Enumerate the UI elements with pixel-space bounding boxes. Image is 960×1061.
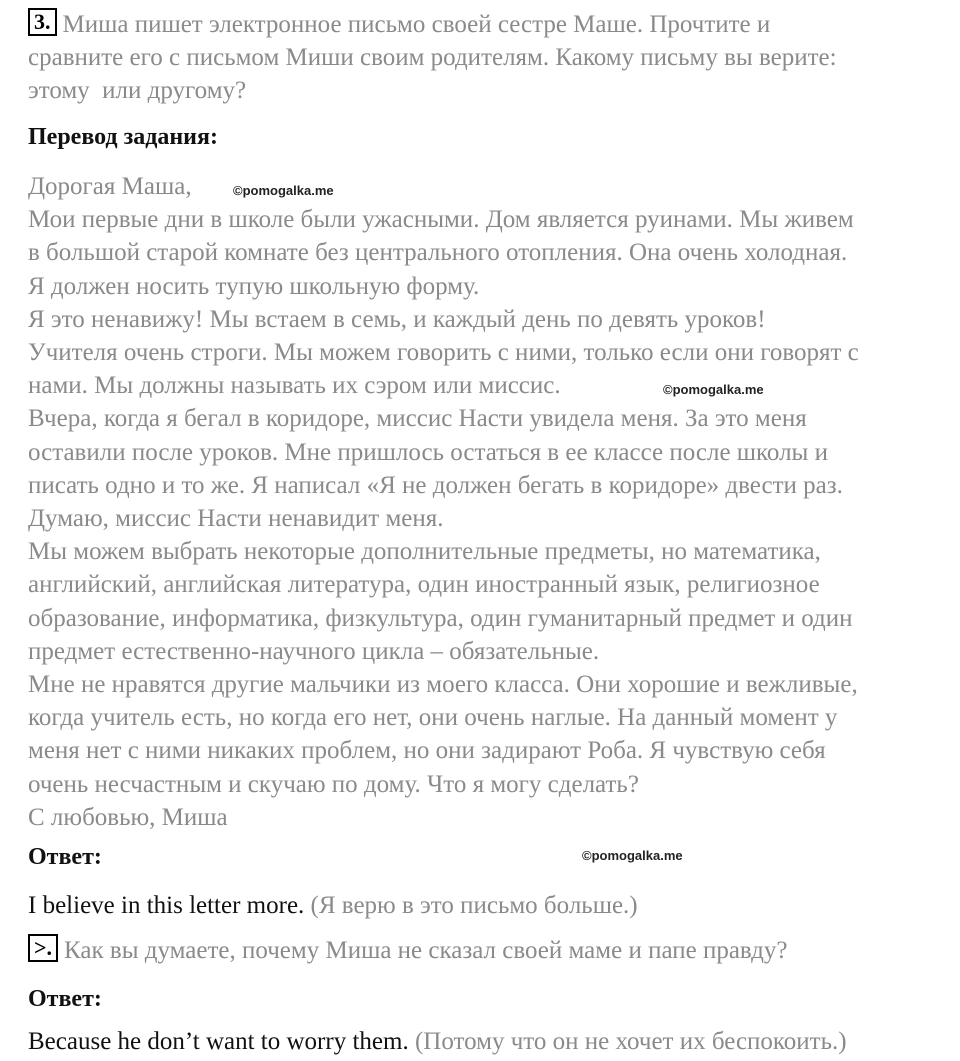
task-question	[28, 934, 787, 967]
letter-line: Мне не нравятся другие мальчики из моего класса. Они хорошие и вежливые,	[28, 671, 858, 699]
letter-line: Вчера, когда я бегал в коридоре, миссис Насти увидела меня. За это меня	[28, 405, 807, 433]
letter-line: оставили после уроков. Мне пришлось остаться в ее классе после школы и	[28, 438, 828, 466]
answer-1	[28, 889, 638, 923]
letter-line: предмет естественно-научного цикла – обязательные.	[28, 637, 600, 665]
watermark: ©pomogalka.me	[582, 848, 683, 863]
task-text-line-2: сравните его с письмом Миши своим родителям. Какому письму вы верите:	[28, 44, 837, 71]
task-question-text: Как вы думаете, почему Миша не сказал своей маме и папе правду?	[64, 937, 788, 964]
answer-1-russian: (Я верю в это письмо больше.)	[310, 892, 638, 919]
letter-line: Учителя очень строги. Мы можем говорить с ними, только если они говорят с	[28, 339, 859, 367]
letter-line: Мои первые дни в школе были ужасными. Дом является руинами. Мы живем	[28, 206, 854, 234]
answer-2	[28, 1025, 847, 1059]
letter-line: Дорогая Маша,	[28, 173, 192, 200]
letter-line: С любовью, Миша	[28, 803, 228, 831]
answer-2-russian: (Потому что он не хочет их беспокоить.)	[414, 1028, 847, 1055]
letter-line: Я это ненавижу! Мы встаем в семь, и каждый день по девять уроков!	[28, 305, 766, 333]
letter-line: когда учитель есть, но когда его нет, они очень наглые. На данный момент у	[28, 704, 838, 732]
answer-1-heading: Ответ:	[28, 844, 102, 870]
letter-line: в большой старой комнате без центрального отопления. Она очень холодная.	[28, 239, 848, 267]
answer-1-english: I believe in this letter more.	[28, 892, 305, 919]
letter-line: Я должен носить тупую школьную форму.	[28, 272, 480, 300]
task-number-badge: 3.	[28, 8, 57, 36]
task-text-line-1: Миша пишет электронное письмо своей сестре Маше. Прочтите и	[62, 11, 771, 38]
letter-line: нами. Мы должны называть их сэром или миссис.	[28, 372, 561, 400]
answer-2-english: Because he don’t want to worry them.	[28, 1028, 409, 1055]
task-text-line-3: этому или другому?	[28, 77, 247, 104]
letter-line: английский, английская литература, один иностранный язык, религиозное	[28, 571, 820, 599]
letter-line: писать одно и то же. Я написал «Я не должен бегать в коридоре» двести раз.	[28, 471, 843, 499]
watermark: ©pomogalka.me	[233, 183, 334, 198]
watermark: ©pomogalka.me	[663, 382, 764, 397]
letter-line: Думаю, миссис Насти ненавидит меня.	[28, 505, 444, 533]
letter-line: образование, информатика, физкультура, один гуманитарный предмет и один	[28, 604, 853, 632]
letter-text	[28, 170, 859, 834]
answer-2-heading: Ответ:	[28, 986, 102, 1012]
task-question-badge: >.	[28, 934, 58, 962]
translation-heading: Перевод задания:	[28, 124, 218, 150]
letter-line: меня нет с ними никаких проблем, но они задирают Роба. Я чувствую себя	[28, 737, 826, 765]
letter-line: Мы можем выбрать некоторые дополнительные предметы, но математика,	[28, 538, 821, 566]
task-3	[28, 8, 940, 107]
letter-line: очень несчастным и скучаю по дому. Что я могу сделать?	[28, 770, 639, 798]
